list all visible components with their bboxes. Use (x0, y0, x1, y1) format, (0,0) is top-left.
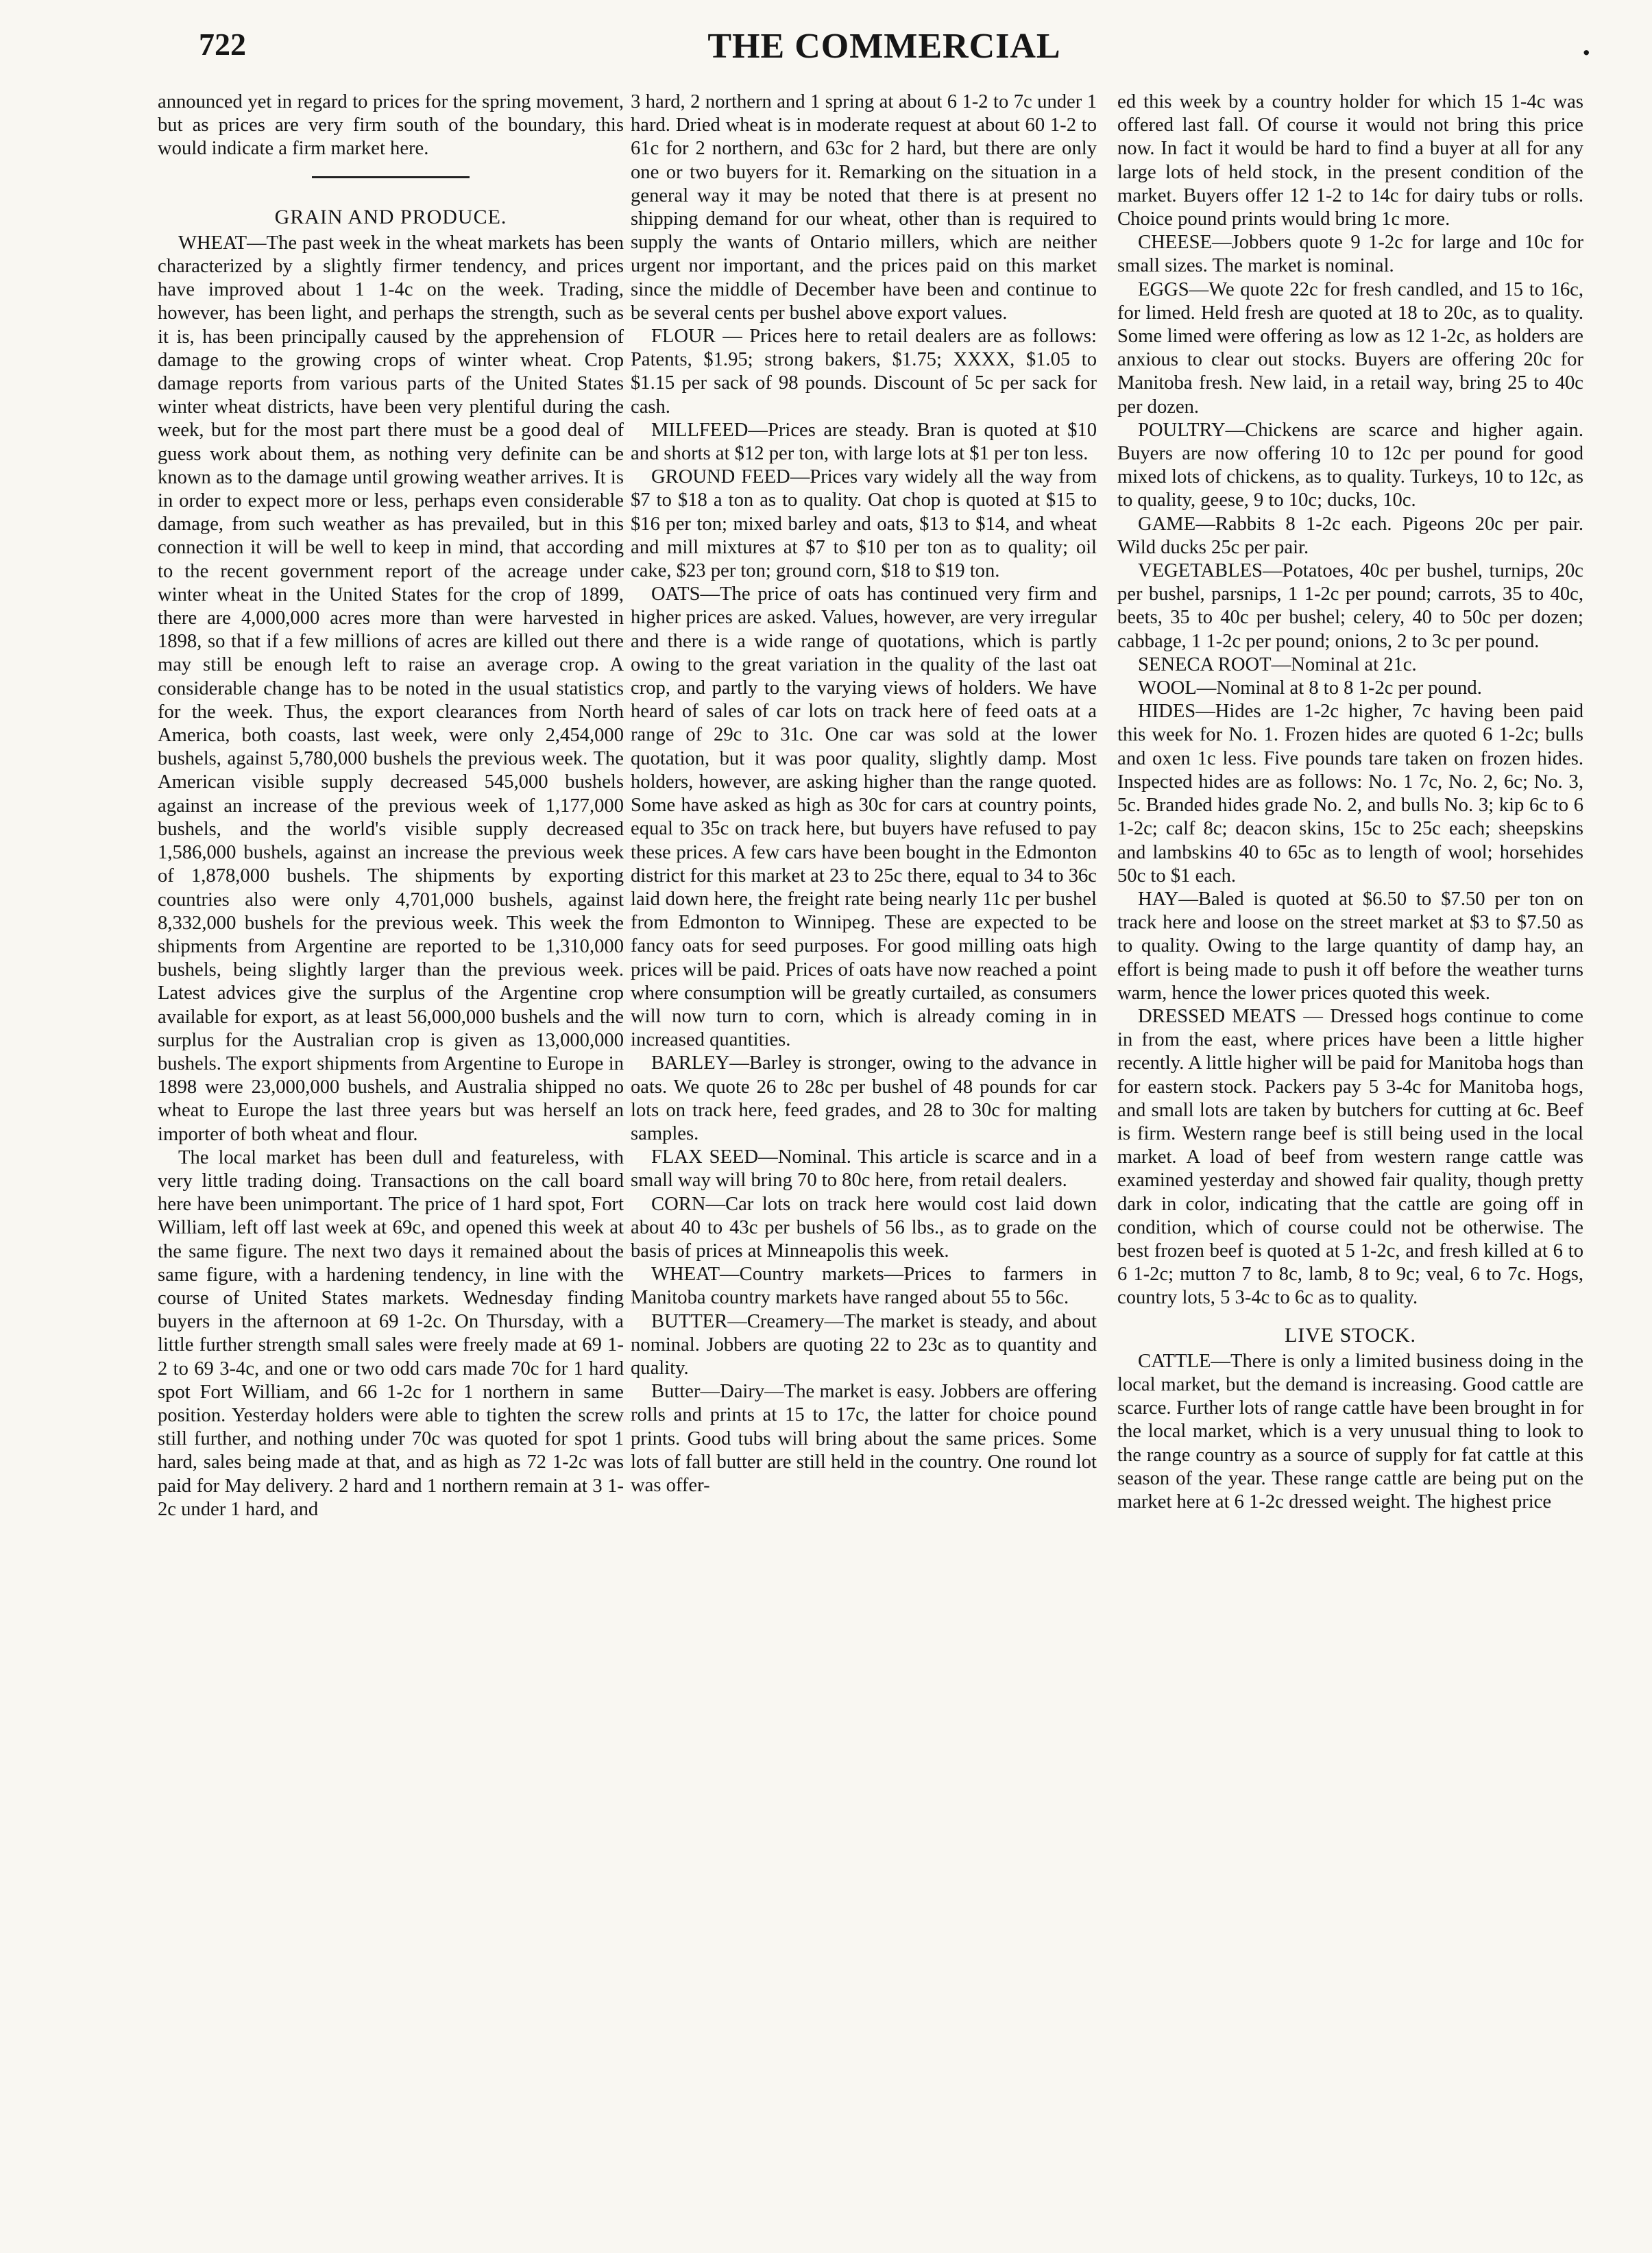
paragraph-hides: HIDES—Hides are 1-2c higher, 7c having been paid this week for No. 1. Frozen hides are quoted 6 1-2c; bulls and oxen 1c less. Five pounds tare taken on frozen hides. Inspected hides are as follows: No. 1 7c, No. 2, 6c; No. 3, 5c. Branded hides grade No. 2, and bulls No. 3; kip 6c to 6 1-2c; calf 8c; deacon skins, 15c to 25c each; sheepskins and lambskins 40 to 65c as to length of wool; horsehides 50c to $1 each. (1117, 701, 1583, 887)
journal-title: THE COMMERCIAL (707, 27, 1061, 66)
section-divider (312, 176, 470, 178)
paragraph-poultry: POULTRY—Chickens are scarce and higher again. Buyers are now offering 10 to 12c per pound for good mixed lots of chickens, as to quality. Turkeys, 10 to 12c, as to quality, geese, 9 to 10c; ducks, 10c. (1117, 419, 1583, 511)
paragraph-hay: HAY—Baled is quoted at $6.50 to $7.50 per ton on track here and loose on the street market at $3 to $7.50 as to quality. Owing to the large quantity of damp hay, an effort is being made to push it off before the weather turns warm, hence the lower prices quoted this week. (1117, 888, 1583, 1004)
paragraph-continued: 3 hard, 2 northern and 1 spring at about 6 1-2 to 7c under 1 hard. Dried wheat is in moderate request at about 60 1-2 to 61c for 2 northern, and 63c for 2 hard, but there are only one or two buyers for it. Remarking on the situation in a general way it may be noted that there is at present no shipping demand for our wheat, other than is required to supply the wants of Ontario millers, which are neither urgent nor important, and the prices paid on this market since the middle of December have been and continue to be several cents per bushel above export values. (631, 91, 1097, 324)
paragraph-wheat: WHEAT—The past week in the wheat markets has been characterized by a slightly firmer tendency, and prices have improved about 1 1-4c on the week. Trading, however, has been light, and perhaps the strength, such as it is, has been principally caused by the apprehension of damage to the growing crops of winter wheat. Crop damage reports from various parts of the United States winter wheat districts, have been very plentiful during the week, but for the most part there must be a good deal of guess work about them, as nothing very definite can be known as to the damage until growing weather arrives. It is in order to expect more or less, perhaps even considerable damage, from such weather as has prevailed, but in this connection it will be well to keep in mind, that according to the recent government report of the acreage under winter wheat in the United States for the crop of 1899, there are 4,000,000 acres more than were harvested in 1898, so that if a few millions of acres are killed out there may still be enough left to raise an average crop. A considerable change has to be noted in the usual statistics for the week. Thus, the export clearances from North America, both coasts, last week, were only 2,454,000 bushels, against 5,780,000 bushels the previous week. The American visible supply decreased 545,000 bushels against an increase of the previous week of 1,177,000 bushels, and the world's visible supply decreased 1,586,000 bushels, against an increase the previous week of 1,878,000 bushels. The shipments by exporting countries also were only 4,701,000 bushels, against 8,332,000 bushels for the previous week. This week the shipments from Argentine are reported to be 1,310,000 bushels, being slightly larger than the previous week. Latest advices give the surplus of the Argentine crop available for export, as at least 56,000,000 bushels and the surplus for the Australian crop is given as 13,000,000 bushels. The export shipments from Argentine to Europe in 1898 were 23,000,000 bushels, and Australia shipped no wheat to Europe the last three years but was herself an importer of both wheat and flour. (158, 232, 624, 1145)
page-number: 722 (199, 27, 246, 62)
paragraph-continued: ed this week by a country holder for which 15 1-4c was offered last fall. Of course it would not bring this price now. In fact it would be hard to find a buyer at all for any large lots of held stock, in the present condition of the market. Buyers offer 12 1-2 to 14c for dairy tubs or rolls. Choice pound prints would bring 1c more. (1117, 91, 1583, 230)
paragraph-dressed-meats: DRESSED MEATS — Dressed hogs continue to come in from the east, where prices have been a little higher recently. A little higher will be paid for Manitoba hogs than for eastern stock. Packers pay 5 3-4c for Manitoba hogs, and small lots are taken by butchers for cutting at 6c. Beef is firm. Western range beef is still being used in the local market. A load of beef from western range cattle was examined yesterday and showed fair quality, though pretty dark in color, indicating that the cattle are going off in condition, which of course could not be otherwise. The best frozen beef is quoted at 5 1-2c, and fresh killed at 6 to 6 1-2c; mutton 7 to 8c, lamb, 8 to 9c; veal, 6 to 7c. Hogs, country lots, 5 3-4c to 6c as to quality. (1117, 1005, 1583, 1309)
paragraph-vegetables: VEGETABLES—Potatoes, 40c per bushel, turnips, 20c per bushel, parsnips, 1 1-2c per pound; carrots, 35 to 40c, beets, 35 to 40c per bushel; celery, 40 to 50c per dozen; cabbage, 1 1-2c per pound; onions, 2 to 3c per pound. (1117, 560, 1583, 652)
header-mark: . (1582, 27, 1590, 62)
paragraph-eggs: EGGS—We quote 22c for fresh candled, and 15 to 16c, for limed. Held fresh are quoted at 18 to 20c, as to quality. Some limed were offering as low as 12 1-2c, as holders are anxious to clear out stocks. Buyers are offering 20c for Manitoba fresh. New laid, in a retail way, bring 25 to 40c per dozen. (1117, 278, 1583, 418)
column-3 (1117, 91, 1583, 2230)
paragraph-flour: FLOUR — Prices here to retail dealers are as follows: Patents, $1.95; strong bakers, $1.75; XXXX, $1.05 to $1.15 per sack of 98 pounds. Discount of 5c per sack for cash. (631, 326, 1097, 418)
section-heading-grain: GRAIN AND PRODUCE. (274, 205, 507, 228)
page-header (158, 21, 1611, 89)
paragraph-wool: WOOL—Nominal at 8 to 8 1-2c per pound. (1138, 677, 1482, 699)
paragraph-cheese: CHEESE—Jobbers quote 9 1-2c for large and 10c for small sizes. The market is nominal. (1117, 232, 1583, 277)
paragraph-country-wheat: WHEAT—Country markets—Prices to farmers in Manitoba country markets have ranged about 55 to 56c. (631, 1264, 1097, 1309)
column-1 (158, 91, 624, 2230)
paragraph-barley: BARLEY—Barley is stronger, owing to the advance in oats. We quote 26 to 28c per bushel of 48 pounds for car lots on track here, feed grades, and 28 to 30c for malting samples. (631, 1052, 1097, 1144)
paragraph-cattle: CATTLE—There is only a limited business doing in the local market, but the demand is increasing. Good cattle are scarce. Further lots of range cattle have been brought in for the local market, which is a very unusual thing to look to the range country as a source of supply for fat cattle at this season of the year. These range cattle are being put on the market here at 6 1-2c dressed weight. The highest price (1117, 1350, 1583, 1513)
paragraph-oats: OATS—The price of oats has continued very firm and higher prices are asked. Values, however, are very irregular and there is a wide range of quotations, which is partly owing to the great variation in the quality of the last oat crop, and partly to the varying views of holders. We have heard of sales of car lots on track here of feed oats at a range of 29c to 31c. One car was sold at the lower quotation, but it was poor quality, slightly damp. Most holders, however, are asking higher than the range quoted. Some have asked as high as 30c for cars at country points, equal to 35c on track here, but buyers have refused to pay these prices. A few cars have been bought in the Edmonton district for this market at 23 to 25c there, equal to 34 to 36c laid down here, the freight rate being nearly 11c per bushel from Edmonton to Winnipeg. These are expected to be fancy oats for seed purposes. For good milling oats high prices will be paid. Prices of oats have now reached a point where consumption will be greatly curtailed, as consumers will now turn to corn, which is already coming in in increased quantities. (631, 583, 1097, 1051)
intro-paragraph: announced yet in regard to prices for the spring movement, but as prices are very firm south of the boundary, this would indicate a firm market here. (158, 91, 624, 160)
paragraph-seneca-root: SENECA ROOT—Nominal at 21c. (1138, 653, 1417, 675)
section-heading-live-stock: LIVE STOCK. (1284, 1323, 1417, 1347)
paragraph-flax-seed: FLAX SEED—Nominal. This article is scarce and in a small way will bring 70 to 80c here, from retail dealers. (631, 1146, 1097, 1192)
paragraph-game: GAME—Rabbits 8 1-2c each. Pigeons 20c per pair. Wild ducks 25c per pair. (1117, 513, 1583, 558)
paragraph-millfeed: MILLFEED—Prices are steady. Bran is quoted at $10 and shorts at $12 per ton, with large lots at $1 per ton less. (631, 419, 1097, 465)
paragraph-butter-dairy: Butter—Dairy—The market is easy. Jobbers are offering rolls and prints at 15 to 17c, the latter for choice pound prints. Good tubs will bring about the same prices. Some lots of fall butter are still held in the country. One round lot was offer- (631, 1381, 1097, 1496)
paragraph-local-market: The local market has been dull and featureless, with very little trading doing. Transactions on the call board here have been unimportant. The price of 1 hard spot, Fort William, left off last week at 69c, and opened this week at the same figure. The next two days it remained about the same figure, with a hardening tendency, in line with the course of United States markets. Wednesday finding buyers in the afternoon at 69 1-2c. On Thursday, with a little further strength small sales were freely made at 69 1-2 to 69 3-4c, and one or two odd cars made 70c for 1 hard spot Fort William, and 66 1-2c for 1 northern in same position. Yesterday holders were able to tighten the screw still further, and nothing under 70c was quoted for spot 1 hard, sales being made at that, and as high as 72 1-2c was paid for May delivery. 2 hard and 1 northern remain at 3 1-2c under 1 hard, and (158, 1146, 624, 1520)
paragraph-ground-feed: GROUND FEED—Prices vary widely all the way from $7 to $18 a ton as to quality. Oat chop is quoted at $15 to $16 per ton; mixed barley and oats, $13 to $14, and wheat and mill mixtures at $7 to $10 per ton as to quality; oil cake, $23 per ton; ground corn, $18 to $19 ton. (631, 466, 1097, 582)
paragraph-butter-creamery: BUTTER—Creamery—The market is steady, and about nominal. Jobbers are quoting 22 to 23c as to quantity and quality. (631, 1310, 1097, 1379)
paragraph-corn: CORN—Car lots on track here would cost laid down about 40 to 43c per bushels of 56 lbs., as to grade on the basis of prices at Minneapolis this week. (631, 1193, 1097, 1262)
column-2 (631, 91, 1097, 2230)
